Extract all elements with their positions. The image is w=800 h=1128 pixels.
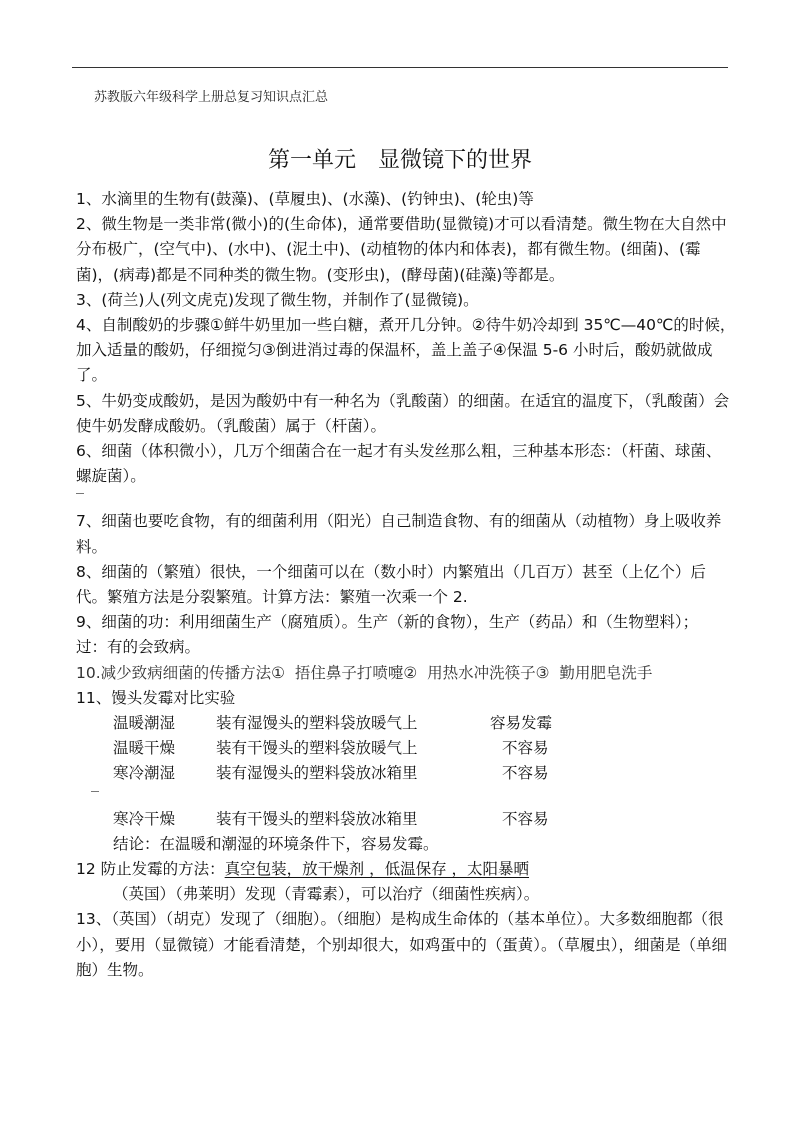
experiment-condition: 寒冷干燥 <box>113 809 176 828</box>
experiment-method: 装有干馒头的塑料袋放暖气上 <box>216 739 418 758</box>
item-3: 3、(荷兰)人(列文虎克)发现了微生物，并制作了(显微镜)。 <box>76 290 479 309</box>
experiment-result: 容易发霉 <box>490 714 553 733</box>
item-12-penicillin: （英国）（弗莱明）发现（青霉素），可以治疗（细菌性疾病）。 <box>113 885 540 904</box>
experiment-method: 装有湿馒头的塑料袋放暖气上 <box>216 714 418 733</box>
experiment-conclusion: 结论：在温暖和潮湿的环境条件下，容易发霉。 <box>113 834 439 853</box>
experiment-condition: 温暖潮湿 <box>113 714 176 733</box>
experiment-row <box>113 807 736 832</box>
blank-line-mark <box>76 787 736 807</box>
blank-line-mark <box>76 489 736 509</box>
item-13: 13、（英国）（胡克）发现了（细胞）。（细胞）是构成生命体的（基本单位）。大多数细胞都（很小），要用（显微镜）才能看清楚，个别却很大，如鸡蛋中的（蛋黄）。（草履虫），细菌是（单细胞）生物。 <box>76 910 728 979</box>
item-6: 6、细菌（体积微小），几万个细菌合在一起才有头发丝那么粗，三种基本形态：（杆菌、球菌、螺旋菌）。 <box>76 442 722 486</box>
item-8: 8、细菌的（繁殖）很快，一个细菌可以在（数小时）内繁殖出（几百万）甚至（上亿个）后代。繁殖方法是分裂繁殖。计算方法：繁殖一次乘一个 2. <box>76 562 706 607</box>
experiment-method: 装有干馒头的塑料袋放冰箱里 <box>216 809 418 828</box>
experiment-row <box>113 711 736 736</box>
item-9: 9、细菌的功：利用细菌生产（腐殖质）。生产（新的食物），生产（药品）和（生物塑料）； 过：有的会致病。 <box>76 613 748 657</box>
item-5: 5、牛奶变成酸奶，是因为酸奶中有一种名为（乳酸菌）的细菌。在适宜的温度下，（乳酸菌）会使牛奶发酵成酸奶。（乳酸菌）属于（杆菌）。 <box>76 391 730 435</box>
experiment-condition: 寒冷潮湿 <box>113 764 176 783</box>
notes-body <box>76 187 748 983</box>
unit-title: 第一单元 显微镜下的世界 <box>267 148 532 173</box>
header-rule <box>72 67 728 68</box>
item-2: 2、微生物是一类非常(微小)的(生命体)，通常要借助(显微镜)才可以看清楚。微生物在大自然中分布极广，(空气中)、(水中)、(泥土中)、(动植物的体内和体表)，都有微生物。(细菌)、(霉菌)，(病毒)都是不同种类的微生物。(变形虫)，(酵母菌)(硅藻)等都是。 <box>76 215 727 284</box>
item-1: 1、水滴里的生物有(鼓藻)、(草履虫)、(水藻)、(钓钟虫)、(轮虫)等 <box>76 190 534 208</box>
item-10: 10.减少致病细菌的传播方法① 捂住鼻子打喷嚏② 用热水冲洗筷子③ 勤用肥皂洗手 <box>76 663 653 682</box>
item-12-methods: 真空包装，放干燥剂 ，低温保存 ，太阳暴晒 <box>224 860 530 879</box>
experiment-result: 不容易 <box>502 764 549 783</box>
item-12 <box>76 857 736 882</box>
document-header: 苏教版六年级科学上册总复习知识点汇总 <box>94 90 329 105</box>
experiment-table <box>76 711 736 787</box>
item-4: 4、自制酸奶的步骤①鲜牛奶里加一些白糖，煮开几分钟。②待牛奶冷却到 35℃—40℃的时候，加入适量的酸奶，仔细搅匀③倒进消过毒的保温杯，盖上盖子④保温 5-6 小时后，酸奶就做成了。 <box>76 316 736 385</box>
experiment-table-continued <box>76 807 736 857</box>
item-11-title: 11、馒头发霉对比实验 <box>76 688 236 707</box>
item-12-prefix: 12 防止发霉的方法： <box>76 860 225 879</box>
experiment-method: 装有湿馒头的塑料袋放冰箱里 <box>216 764 418 783</box>
experiment-row <box>113 736 736 761</box>
experiment-row <box>113 761 736 786</box>
item-7: 7、细菌也要吃食物，有的细菌利用（阳光）自己制造食物、有的细菌从（动植物）身上吸收养料。 <box>76 512 722 556</box>
experiment-result: 不容易 <box>502 739 549 758</box>
experiment-condition: 温暖干燥 <box>113 739 176 758</box>
experiment-result: 不容易 <box>502 809 549 828</box>
